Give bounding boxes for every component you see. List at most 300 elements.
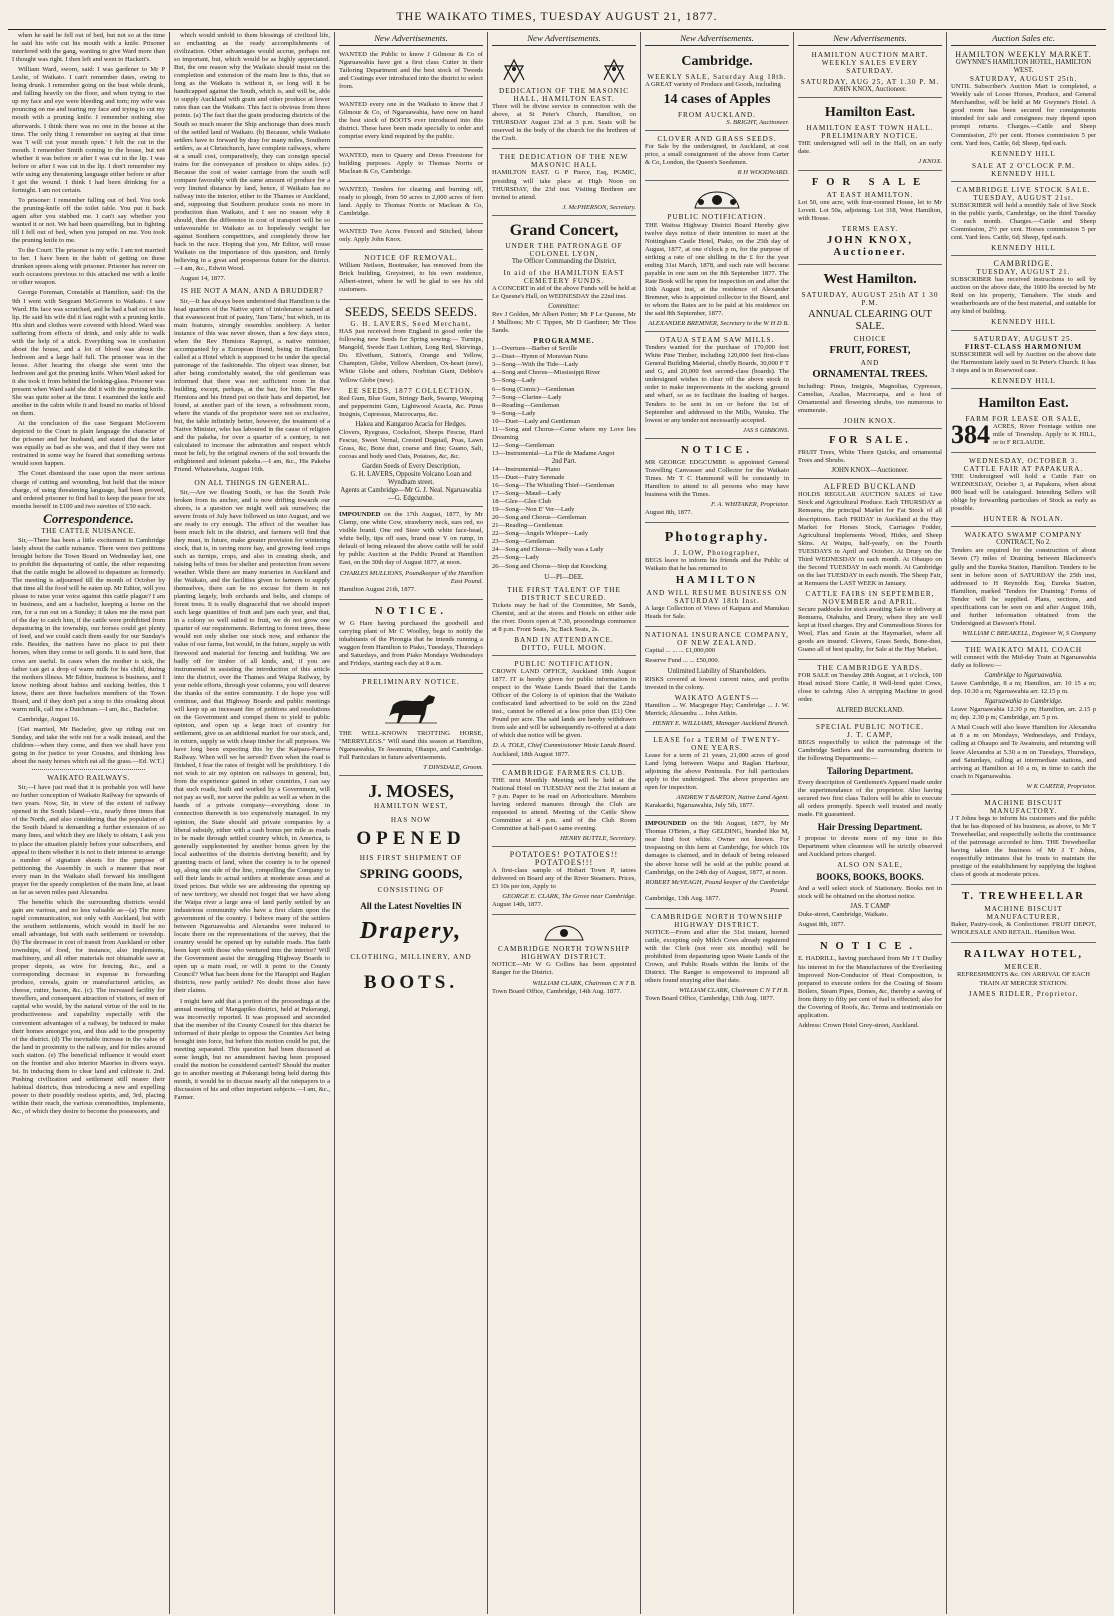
brudder-heading: IS HE NOT A MAN, AND A BRUDDER? xyxy=(180,286,324,296)
programme-item: 22—Song—Angels Whisper—Lady xyxy=(492,530,589,538)
general-heading: ON ALL THINGS IN GENERAL. xyxy=(194,477,310,487)
ad-north-township xyxy=(492,917,636,1000)
ad-line: Duke-street, Cambridge, Waikato. xyxy=(798,911,888,919)
programme-item: 24—Song and Chorus—Nelly was a Lady xyxy=(492,546,604,554)
ad-text: BEGS leave to inform his friends and the Public of Waikato that he has returned to xyxy=(645,557,789,573)
ad-line: WEDNESDAY, OCTOBER 3. xyxy=(968,456,1079,465)
programme-item: 10—Duet—Lady and Gentleman xyxy=(492,417,580,425)
ad-impounded-gelding xyxy=(645,818,789,908)
ad-railway-hotel xyxy=(951,945,1096,1000)
apples-line: 14 cases of Apples xyxy=(663,92,771,108)
ad-title: CAMBRIDGE NORTH TOWNSHIP HIGHWAY DISTRICT. xyxy=(498,945,630,962)
ad-text: HAS just received from England in good order the following new Seeds for Spring sowing:— Turnips, Mangold, Swede East Lothian, Long Red, Skirvings, Do. Elvetham, Sutton's, Orange and Yellow, Champion, Globe, Yellow Aberdeen, Ox-heart (new), White Globe and others, Norbitan Giant, Debbio's Yellow Globe (new). xyxy=(339,328,483,384)
letter-paragraph: Sir,—Are we floating South, or has the South Pole broken from its anchor, and is now drifting towards our shores, is a question we might well ask ourselves; the severe frosts of July have followed us into August, and we are ready to cry enough. The effect of the weather has been much felt in the district, and farmers will find that they must, in future, make greater provision for wintering stock, that is, in raving more hay, and growing feed crops such as turnips, crops, and also in creating sheds, and raising belts of trees for shelter and protection from severe weather. While there are many nurseries in Auckland and the Waikato, and the facilities given to farmers to supply themselves, there can be no excuse for them in not planting largely, both orchards and belts, and clumps of forest trees. It is really disgraceful that we should import such large quantities of fruit and jam each year, and that, in a colony so well suited to fruit, we do not grow one quarter of our requirements. Referring to forest trees, these would not only shelter our stock now, and enhance the value of our farms, but would, in the future, supply us with firewood and material for fencing and building. We are badly off for timber of all kinds, and, if you are instrumental in assisting the introduction of this article into the district, over the Thames and Waipa Railway, by your noble efforts, through your columns, you will deserve the thanks of the entire community. I do hope you will continue, and that Highway Boards and public meetings will keep up an incessant fire of petitions and resolutions on the Government and compel them to yield to public opinion, and open up a large tract of country for settlement, give us an additional market for our stock, and, in return, supply us with cheap timber for all purposes. We have long been expecting this by the Kaipara-Paeroa Railway. When will we be served? Even when the road is finished, I fear the rates of freight will be prohibitory. I do not wish to air my opinion on railways in general, but, from the experience gained in other countries, I can say that such roads, built and worked by a Government, will not pay as well, nor serve the public as well as when in the hands of a private company—everything done in connection therewith is too expensively managed. In my opinion, the State should aid private companies by a liberal subsidy, either with a cash bonus per mile as roads to be made through settled country which, in America, is generally supplemented by another bonus given by the local authorities of the districts deriving benefit; and by granting tracts of land, when the country is to be opened up, along one side of the line, compelling the Company to sell their lands to actual settlers at moderate areas and at fixed prices. But while we are addressing the opening up of new territory, we should not forget that we have along the Waipa river a large area of land partly settled by an industrious community who have a first claim upon the government of the country. I believe many of the settlers between Ngaruawahia and Alexandra were induced to locate there on the representations of the survey, that the country would be opened up by suitable roads. Has faith been kept with those who ventured into the interior? Will the Government assist the struggling Highway Boards to open up a main road, or will it point to the County Council? What has been done for the Harapipi and Raglan districts, now partly settled? No doubt those also have their claims. xyxy=(174,488,330,995)
ad-title: HAMILTON WEEKLY MARKET. xyxy=(955,50,1092,60)
ad-text: BEGS respectfully to solicit the patronage of the Cambridge Settlers and the surrounding districts to the following Departments:— xyxy=(798,738,942,762)
ad-text: Clovers, Ryegrass, Cocksfoot, Sheeps Fescue, Hard Fescue, Sweet Vernal, Crested Dogstail, Poas, Lawn Grass, &c, Bone dust, coarse and fine; Guano, Salt, cocoas and body seed Oats, Potatoes, &c, &c. xyxy=(339,428,483,460)
ad-text: THE Undersigned will hold a Cattle Fair on WEDNESDAY, October 3, at Papakura, when about 800 head will be catalogued. Intending Sellers will oblige by forwarding particulars of Stock as early as possible. xyxy=(951,473,1096,513)
ad-text: HAMILTON EAST. G P Pierce, Esq, PGMIC, presiding will take place at High Noon on THURSDAY, the 23d inst. Visiting Brethren are invited to attend. xyxy=(492,169,636,201)
programme-item: 8—Reading—Gentleman xyxy=(492,401,560,409)
ad-line: The Officer Commanding the District, xyxy=(511,257,617,265)
column-header: New Advertisements. xyxy=(339,32,483,46)
ad-text: Address: Crown Hotel Grey-street, Auckland. xyxy=(798,1021,919,1029)
horse-illustration xyxy=(339,689,483,727)
ad-title: CLOVER AND GRASS SEEDS. xyxy=(657,135,777,144)
ad-text: Including: Pinus, Insignis, Magnolias, Cypresses, Camelias, Azalias, Macrocarpa, and a host of Ornamental and flowering shrubs, too numerous to enumerate. xyxy=(798,382,942,415)
ad-papakura-fair xyxy=(951,455,1096,527)
ad-title: THE WAIKATO MAIL COACH xyxy=(964,645,1083,654)
ad-grand-concert xyxy=(492,218,636,656)
ad-signature: R H WOODWARD. xyxy=(737,169,789,177)
ad-signature: ALEXANDER BREMNER, Secretary to the W H D B. xyxy=(648,320,789,328)
ad-title: Hamilton East. xyxy=(978,395,1069,411)
moses-line: HIS FIRST SHIPMENT OF xyxy=(359,854,463,863)
ad-signature: KENNEDY HILL xyxy=(991,169,1056,178)
ad-line: Unlimited Liability of Shareholders. xyxy=(667,667,767,675)
article-paragraph: William Ward, sworn, said: I was gardener to Mr P Leslie, of Waikato. I can't remember dates, owing to being drunk. I remember going on the bust while drunk, and falling heavily on the floor, and when trying to rise up my face and eye were bleeding and torn; my wife was pouncing on me and tearing my face and trying to cut my mouth with a pruning knife. I remember nothing else afterwards. I think there was no one in the house at the time. The only thing I remember on saying at that time was 'I will cut your mouth open.' I felt the cut in the mouth. I remember Smith coming to the house, but not whether it was before or after I was cut in the lip. I was before or after I was cut in the lip. I don't remember my wife using any threatening language either before or after I got the wound. I think I had been drinking for a fortnight. I am not certain. xyxy=(12,66,165,194)
ad-text: FRUIT Trees, White Thorn Quicks, and ornamental Trees and Shrubs. xyxy=(798,449,942,465)
ad-subtitle: J. LOW, Photographer, xyxy=(673,549,761,558)
programme-item: 14—Instrumental—Piano xyxy=(492,465,561,473)
programme-item: 15—Duet—Fairy Serenade xyxy=(492,474,565,482)
programme-item: 19—Song—Non E' Ver—Lady xyxy=(492,506,575,514)
ad-line: AND WILL RESUME BUSINESS ON xyxy=(646,589,788,598)
ad-text: WANTED the Public to know J Gilmour & Co of Ngaruawahia have got a first class Cutter in their Tailoring Department and the best stock of Tweeds and Coatings ever introduced into the district to select from. xyxy=(339,51,483,91)
ad-line: SATURDAY, AUGUST 25. xyxy=(973,334,1074,343)
ad-subtitle: CONTRACT, No 2. xyxy=(996,539,1051,547)
programme-item: 11—Song and Chorus—Come where my Love lies Dreaming xyxy=(492,425,636,441)
ad-text: A GREAT variety of Produce and Goods, including xyxy=(645,81,781,89)
ad-subtitle: G. H. LAVERS, Seed Merchant, xyxy=(350,320,472,329)
ad-date: Hamilton August 21th, 1877. xyxy=(339,585,416,593)
ad-text: William Neilson, Bootmaker, has removed from the Brick building, Greystreet, to his own residence, Albert-street, where he will be glad to see his old customers. xyxy=(339,261,483,294)
ad-text: THE undersigned will sell in the Hall, on an early date. xyxy=(798,140,942,156)
ad-line: Hakea and Kangaroo Acacia for Hedges. xyxy=(355,420,467,428)
ad-signature: HUNTER & NOLAN. xyxy=(983,515,1064,524)
ad-date: August 8th, 1877. xyxy=(645,508,693,516)
ad-text: W G Hare having purchased the goodwill and carrying plant of Mr C Woolley, begs to notify the inhabitants of the Pirongia that he intends running a waggon from Hamilton to Piako, Tuesdays, Thursdays and Saturdays, and from Piako Mondays Wednesdays and Fridays, starting each day at 8 a.m. xyxy=(339,619,483,667)
ad-line: WEEKLY SALES EVERY SATURDAY. xyxy=(821,59,919,76)
programme-item: 7—Song—Clarine—Lady xyxy=(492,393,562,401)
ad-subtitle: WAIKATO AGENTS— xyxy=(674,693,760,702)
ad-text: And a well select stock of Stationary. Books not in stock will be obtained on the shortest notice. xyxy=(798,885,942,901)
ad-text: Lot 50, one acre, with four-roomed House, let to Mr Lovett. Lot 50a, adjoining. Lot 318, West Hamilton, with House. xyxy=(798,198,942,222)
programme-item: 16—Song—The Whistling Thief—Gentleman xyxy=(492,482,615,490)
ad-subtitle: EE SEEDS, 1877 COLLECTION. xyxy=(348,386,474,395)
moses-line: HAS NOW xyxy=(390,816,432,825)
ad-signature: GEORGE E. CLARK, The Grove near Cambridge. xyxy=(502,893,636,901)
programme-item: 2—Duet—Hymn of Moravian Nuns xyxy=(492,353,588,361)
ad-text: THE Waitoa Highway District Board Hereby give twelve days notice of their intention to meet at the Nottingham Castle Hotel, Piako, on the 25th day of August, 1877, at one o'clock p m, for the purpose of striking a rate of one shilling in the £ for the year ending 31st March, 1878, and such rate will become payable in one sum on the 8th September 1877. The Rate Book will be open for inspection on and after the 10th August inst, at the residence of Alexander Bremner, who is appointed collector to the Board, and to whom the Rates are to be paid at his residence on the said 8th September, 1877. xyxy=(645,221,789,318)
ad-title: NOTICE OF REMOVAL. xyxy=(364,253,458,262)
ad-line: AT EAST HAMILTON. xyxy=(826,190,914,199)
ad-moses xyxy=(339,778,483,1001)
ad-subtitle: FARM FOR LEASE OR SALE, xyxy=(965,414,1082,423)
ad-signature: JOHN KNOX, Auctioneer. xyxy=(833,86,907,94)
ad-line: SATURDAY, AUGUST 25th AT 1 30 P.M. xyxy=(801,290,939,307)
programme-item: 5—Song—Lady xyxy=(492,377,536,385)
ad-text: FOR SALE on Tuesday 28th August, at 1 o'clock, 100 Head mixed Store Cattle, 8 Well-bred quiet Cows, close to calving. Also A stripping Machine in good order. xyxy=(798,672,942,704)
ad-live-stock xyxy=(951,184,1096,256)
ad-line: ANNUAL CLEARING OUT SALE. xyxy=(808,308,932,332)
ad-clover xyxy=(645,133,789,181)
ad-line: ORNAMENTAL TREES. xyxy=(812,368,928,380)
ad-text: UNTIL Subscriber's Auction Mart is completed, a Weekly sale of Loose Horses, Produce, and General Merchandise, will be held at Mr Gwynne's Hotel. A good room has been secured for consignments intended for sale and consignees may depend upon prompt returns. Charges.—Cattle and Sheep Commission, 2½ per cent. Horses commission 5 per cent. Yard fees, Cattle, 6d; Sheep, 6pd each. xyxy=(951,83,1096,147)
ad-date: Auckland, 18th August 1877. xyxy=(492,750,570,758)
ad-signature: HENRY E. WILLIAMS, Manager Auckland Branch. xyxy=(652,719,789,727)
ad-trewheellar xyxy=(951,887,1096,943)
ad-line: UNDER THE PATRONAGE OF COLONEL LYON, xyxy=(505,241,623,258)
ad-line: THE FIRST TALENT OF THE DISTRICT SECURED. xyxy=(507,585,621,602)
ad-title: WAIKATO SWAMP COMPANY xyxy=(964,531,1083,540)
programme-item: 26—Song and Chorus—Stop dat Knocking xyxy=(492,562,607,570)
programme-item: 20—Song and Chorus—Gentleman xyxy=(492,514,587,522)
ad-text: THE WELL-KNOWN TROTTING HORSE, "MERRYLEGS." Will stand this season at Hamilton, Ngaruawahia, Te Awamutu, Ohaupo, and Cambridge. Full Particulars in future advertisements. xyxy=(339,730,483,762)
ad-text: REFRESHMENTS &c. ON ARRIVAL OF EACH TRAIN AT MERCER STATION. xyxy=(957,971,1090,987)
ad-subtitle: MERCER. xyxy=(1004,963,1043,972)
ad-line: SATURDAY, AUGUST 25th. xyxy=(969,75,1078,84)
ad-title: ALFRED BUCKLAND xyxy=(823,482,917,492)
ad-seeds xyxy=(339,302,483,507)
ad-for-sale-east xyxy=(798,173,942,265)
ad-line: TUESDAY, AUGUST 21st. xyxy=(973,193,1074,202)
programme-item: 13—Instrumental—La File de Madame Angot xyxy=(492,449,615,457)
ad-line: SATURDAY, AUG 25, AT 1.30 P. M. xyxy=(800,78,940,87)
ad-biscuit-factory xyxy=(951,797,1096,885)
ad-line: BOOKS, BOOKS, BOOKS. xyxy=(816,872,924,883)
ad-text: MR GEORGE EDGCUMBE is appointed General Travelling Canvasser and Collector for the Waikato Times. Mr T C Hammond will be constantly in Hamilton to attend to all persons who may have business with the Times. xyxy=(645,458,789,498)
letter-paragraph: which would unfold to them blessings of civilized life, so enchanting as the ready accomplishments of civilization. Other advantages would accrue, perhaps not so important, but, which would be as highly appreciated. But, the one reason why the Waikato should insist on the completion and extension of the main line is this, that so long as the Waikato is without it, so long will it be handicapped against the South, which is, and will be, able to supply Auckland with grain and other produce at lower rates than can the Waikato. This fact is obvious from three points. (a) The fact that the grain producing districts of the South so much nearer the Ship anchorage than does much of the settled land of Waikato. (b) Because, while Waikato settlers have to forward by dray for many miles, Southern settlers, as at Christchurch, have complete railways, where at a small cost, comparatively, they can consign special trains for the conveyance of produce to ships sides. (c) Because the cost of water carriage from the south will compare favorably with the same amount of produce for a very limited distance by land, hence, if Waikato has no railway into the interior, either to the Thames or Auckland, and, supposing that Southern produce costs no more in production than Waikato, and I see no reason why it should, then the difference in cost of transport will be so unfavourable to Waikato as to hopelessly weight her against Southern competitors, and completely throw her back in the race. Hoping that you, Mr Editor, will rouse Waikato on the importance of this question, and firmly believing in a great and prosperous future for the district.—I am, &c., Edwin Wood. xyxy=(174,32,330,273)
ad-farmers-club xyxy=(492,767,636,847)
letter-paragraph: Sir,—I have just read that it is probable you will have no further conception of Waikato Railway for upwards of two years. Now, Sir, in view of the extent of railway opened in the South Island—viz., nearly three times that of the North, and also considering that the population of the South Island is demanding a further extension of so many lines, and which they are likely to obtain, I ask you to place the situation plainly before your subscribers, and appeal to them whether it is not to their interest to arrange a number of signature sheets for the purpose of petitioning the Assembly in such a manner that near every man in the Waikato shall forward his intelligent prayer for the speedy completion of the main line, at least as far as seven miles past Alexandra. xyxy=(12,784,165,896)
column-1 xyxy=(8,32,170,1614)
ad-signature: KENNEDY HILL xyxy=(991,376,1056,385)
ad-west-hamilton xyxy=(798,267,942,429)
ad-text: A first-class sample of Hobart Town P, tatoes delivered on Board any of the River Steamers. Prices, £3 10s per ton, Apply to xyxy=(492,867,636,891)
article-paragraph: George Foreman, Constable at Hamilton, said: On the 9th I went with Sergeant McGovern to Waikato. I saw Ward. His face was scratched, and he had a bad cut on his lip. He said his wife did it last night with a pruning knife. His shirt and clothes were covered with blood. Ward was suffering from effects of drink, and only able to walk with the help of a stick. Everything was in confusion about the house, and a lot of blood was about the bedroom and a large half full. The prisoner was in the house. After hearing the charge she went into the bedroom and got the pruning knife. When Ward asked for it she took it from behind the looking-glass. Prisoner was present when Ward said she did it with the pruning knife. She was quite sober at the time. I examined the knife and another in the cabin while it and found no marks of blood on them. xyxy=(12,289,165,418)
ad-line: CHOICE xyxy=(853,334,887,343)
ad-title: NATIONAL INSURANCE COMPANY, OF NEW ZEALAND. xyxy=(645,631,789,648)
ad-text: Every description of Gentlemen's Apparel made under the superintendance of the proprietor. Also having secured two first class Tailors will be able to execute all orders promptly. Speech well trusted and neatly made. Fit guaranteed. xyxy=(798,778,942,818)
ad-clearing-tenders xyxy=(339,184,483,224)
article-paragraph: when he said he fell out of bed, but not so at the time he said his wife cut his mouth with a knife. Prisoner interfered with the gang, wanting to give Ward more than I thought was right. I then left and went to Hackett's. xyxy=(12,32,165,64)
ad-title: POTATOES!!! xyxy=(534,858,594,868)
ad-text: Tenders wanted for the purchase of 170,000 feet White Pine Timber, including 120,000 feet first-class General Building Material, chiefly Boards, 30,000 F T and G, and 20,000 feet second-class (boards). The undersigned wishes to clear off the above stock in order to make improvements in the stacking ground and wharf, so as to facilitate the loading of barges. Tenders to be sent in on or before the 1st of September and addressed to the Mills, Waiuku. The lowest or any tender not necessarily accepted. xyxy=(645,344,789,424)
ad-text: CROWN LAND OFFICE, Auckland 18th August 1877. IT is hereby given for public information in respect to the Waste Lands Board that the Lands Officer of the Colony is of opinion that the Waikato confiscated land advertised to be sold on the 22nd inst., cannot be offered at a less price than (£1) One Pound per acre. The said lands are hereby withdrawn from sale and will be subsequently re-offered at a date of which due notice will be given. xyxy=(492,668,636,740)
programme-item: 18—Glee—Glee Club xyxy=(492,498,552,506)
ad-title: CAMBRIDGE NORTH TOWNSHIP HIGHWAY DISTRICT. xyxy=(651,912,783,929)
ad-line: In aid of the HAMILTON EAST CEMETERY FUNDS. xyxy=(503,268,625,285)
programme-item: 4—Song and Chorus—Mississippi River xyxy=(492,369,601,377)
ad-subtitle: Ngaruawahia to Cambridge. xyxy=(984,698,1063,706)
ad-text: RISKS covered at lowest current rates, and profits invested in the colony. xyxy=(645,675,789,691)
ad-text: Hamilton ... W. Macgregor Hay; Cambridge ... J. W. Merrick; Alexandra ... John Aitkin. xyxy=(645,701,789,717)
ad-signature: ANDREW T BARTON, Native Land Agent. xyxy=(676,794,789,802)
ad-text: Baker, Pastry-cook, & Confectioner. FRUIT DEPOT, WHOLESALE AND RETAIL. Hamilton West. xyxy=(951,921,1096,937)
ad-potatoes xyxy=(492,849,636,915)
column-header: Auction Sales etc. xyxy=(951,32,1096,46)
ad-text: Reserve Fund ... ... £50,000. xyxy=(645,657,720,665)
ad-line: TERMS EASY. xyxy=(841,224,899,233)
column-header: New Advertisements. xyxy=(492,32,636,46)
ad-text: SUBSCRIBER will sell by Auction on the above date the Harmonium lately used in St Peter's Church. It has 3 steps and is in Rosewood case. xyxy=(951,350,1096,374)
ad-signature: WILLIAM CLARK, Chairman C N T B. xyxy=(532,979,636,987)
ad-title: PUBLIC NOTIFICATION. xyxy=(514,660,614,668)
ad-date: Town Board Office, Cambridge, 13th Aug. 1877. xyxy=(645,995,775,1003)
ad-line: Committee: xyxy=(548,303,580,311)
column-5 xyxy=(641,32,794,1614)
ad-mail-coach xyxy=(951,644,1096,795)
ad-text: WANTED, men to Quarry and Dress Freestone for building purposes. Apply to Thomas Norris or Maclean & Co, Cambridge. xyxy=(339,151,483,175)
ad-signature: T DINSDALE, Groom. xyxy=(423,764,483,772)
programme-item: 1—Overture—Barber of Seville xyxy=(492,345,577,353)
ad-title: T. TREWHEELLAR xyxy=(962,891,1085,903)
ad-buckland xyxy=(798,481,942,660)
ad-date: Karakariki, Ngaruawahia, July 5th, 1877. xyxy=(645,802,755,810)
ad-title: RAILWAY HOTEL, xyxy=(963,949,1084,961)
ad-hamilton-east-hall xyxy=(798,100,942,170)
ad-title: LEASE for a TERM of TWENTY-ONE YEARS. xyxy=(653,735,781,752)
ad-cambridge-sale xyxy=(645,49,789,131)
ad-signature: D. A. TOLE, Chief Commissioner Waste Lands Board. xyxy=(492,742,636,750)
ad-signature: W K CARTER, Proprietor. xyxy=(1026,782,1096,790)
ad-swamp-company xyxy=(951,529,1096,642)
ad-title: IMPOUNDED xyxy=(645,820,687,828)
ad-cambridge-yards xyxy=(798,662,942,718)
ad-gilmour-boots xyxy=(339,99,483,147)
ad-subtitle: Tailoring Department. xyxy=(826,765,914,776)
ad-line: HAMILTON xyxy=(675,575,759,587)
ad-signature: CHARLES MULLIONS, Poundkeeper of the Hamilton East Pound. xyxy=(339,569,483,585)
ad-title: DEDICATION OF THE MASONIC HALL, HAMILTON EAST. xyxy=(498,87,630,104)
ad-text: Tenders are required for the construction of about Seven (7) miles of Draining between Blackmore's gully and the Eureka Station, Hamilton. Tenders to be sent in before noon of SATURDAY the 25th inst, addressed to H Reynolds Esq, Eureka Station, Hamilton, marked 'Tenders for Draining.' Forms of Tender will be supplied. Plans, sections, and specifications can be seen on and after August 16th, and further information obtained from the Undersigned at Dawson's Hotel. xyxy=(951,547,1096,627)
ad-farm-lease xyxy=(951,391,1096,453)
ad-signature: KENNEDY HILL xyxy=(991,149,1056,158)
article-paragraph: To prisoner: I remember falling out of bed. You took the pruning-knife off the toilet table. You put it back again after you stabbed me. I can't say whether you wanted it or not. We had been quarrelling, but in fighting till I fell out of bed, when you jumped on me. You took the pruning knife to me. xyxy=(12,196,165,245)
article-paragraph: The Court dismissed the case upon the more serious charge of cutting and wounding, but held that the minor charge, of using threatening language, had been proved, and ordered prisoner to find bail to keep the peace for six months herself in £100 and two sureties of £50 each. xyxy=(12,470,165,510)
ad-signature: JAMES RIDLER, Proprietor. xyxy=(968,989,1079,998)
ad-title: IMPOUNDED xyxy=(339,511,381,519)
programme-item: 6—Song (Comic)—Gentleman xyxy=(492,385,575,393)
ad-signature: J KNOX. xyxy=(918,158,942,166)
correspondence-heading: Correspondence. xyxy=(43,510,134,526)
programme-list xyxy=(492,345,636,458)
masonic-emblems-icon xyxy=(492,54,636,84)
ad-subtitle: J. T. CAMP, xyxy=(846,730,894,739)
letter-paragraph: [Get married, Mr Bachelor, give up riding out on Sunday, and take the wife out for a walk instead, and the children—when they come, and then we shall have you going in for justice to your Cousins, and thinking less about the nasty horses which eat all the grass.—Ed. W.T.] xyxy=(12,725,165,766)
ad-signature: JAS S GIBBONS. xyxy=(743,426,789,434)
cattle-nuisance-heading: THE CATTLE NUISANCE. xyxy=(41,525,136,535)
ad-title: West Hamilton. xyxy=(823,271,917,287)
ad-waitoa-notification xyxy=(645,183,789,332)
ad-text: WANTED Two Acres Fenced and Stitched, labour only. Apply John Knox. xyxy=(339,227,483,243)
ad-title: Hamilton East. xyxy=(824,105,916,121)
ad-text: Red Gum, Blue Gum, Stringy Bark, Swamp, Weeping and peppermint Gum, Lightwood Acacia, &c. Pinus Insignis, Cupressus, Macrocarpa, &c. xyxy=(339,394,483,418)
ad-north-cattle xyxy=(645,911,789,1009)
ad-photography xyxy=(645,525,789,627)
ad-signature: JOHN KNOX, Auctioneer. xyxy=(827,234,913,258)
moses-place: HAMILTON WEST, xyxy=(373,802,449,811)
ad-line: 2nd Part. xyxy=(551,457,577,465)
ad-line: TUESDAY, AUGUST 21. xyxy=(976,268,1071,277)
ad-title: PUBLIC NOTIFICATION. xyxy=(667,213,767,222)
ad-subtitle: GWYNNE'S HAMILTON HOTEL, HAMILTON WEST. xyxy=(955,59,1092,75)
ad-date: August 8th, 1877. xyxy=(798,921,846,929)
ad-signature: F. A. WHITAKER, Proprietor. xyxy=(711,500,789,508)
ad-line: AND xyxy=(860,358,880,367)
ad-line: U—PI—DEE. xyxy=(544,573,584,581)
ad-title: NOTICE. xyxy=(374,605,448,617)
ad-line: Agents at Cambridge—Mr G. J. Neal. Ngaruawahia—G. Edgcumbe. xyxy=(340,487,482,503)
ad-text: For Sale by the undersigned, in Auckland, at cost price, a small consignment of the above from Carter & Co, London, the Queen's Seedsmen. xyxy=(645,143,789,167)
ad-line: HAMILTON EAST TOWN HALL. xyxy=(806,124,934,133)
ad-text: Tickets may be had of the Committee, Mr Sands, Chemist, and at the stores and Hotels on either side the river. Doors open at 7.30, proceedings commence at 8 p.m. Front Seats, 3s; Back Seats, 2s. xyxy=(492,601,636,633)
column-6 xyxy=(794,32,947,1614)
ad-signature: JOHN KNOX—Auctioneer. xyxy=(831,467,909,475)
ad-lease xyxy=(645,734,789,816)
letter-paragraph: August 14, 1877. xyxy=(180,275,226,283)
ad-text: A CONCERT in aid of the above Funds will be held at Le Quesne's Hall, on WEDNESDAY the 22nd inst. xyxy=(492,284,636,300)
ad-text: NOTICE—Mr W G Collins has been appointed Ranger for the District. xyxy=(492,961,636,977)
ad-title: PRELIMINARY NOTICE. xyxy=(362,677,460,686)
column-2 xyxy=(170,32,335,1614)
ad-title: CATTLE FAIR AT PAPAKURA. xyxy=(963,465,1084,474)
programme-item: 12—Song—Gentleman xyxy=(492,441,555,449)
ad-title: MACHINE BISCUIT MANUFACTORY. xyxy=(984,798,1063,815)
ad-text: E. HADRILL, having purchased from Mr J T Dudley his interest in for the Manufactures of the Everlasting Improved Non-Conductor of Heat Composition, is prepared to execute orders for the Coating of Steam Boilers, Steam Pipes, Domes, &c, thereby a saving of from thirty to fifty per cent of fuel is effected; also for the Covering of Roofs, &c. Terms and testimonials on application. xyxy=(798,955,942,1019)
concert-title: Grand Concert, xyxy=(509,221,619,239)
ad-auction-mart xyxy=(798,49,942,98)
ad-title: HAMILTON AUCTION MART. xyxy=(811,51,929,60)
ad-subtitle: Cambridge to Ngaruawahia. xyxy=(984,672,1063,680)
ad-text: HOLDS REGULAR AUCTION SALES of Live Stock and Agricultural Produce. Each THURSDAY at Remuera, the principal Market for Fat Stock of all descriptions. Each FRIDAY in Auckland at the Hay Market for Horses Stock, Carriages Fodder, Agricultural Implements Wood, Hides, and Sheep Skins. At Waipu, half-yearly, on the Fourth TUESDAYS in April and October. At Drury on the Third WEDNESDAY in each month. At Ohaupo on the Second TUESDAY in each month. At Cambridge on the last TUESDAY in each month. The Sheep Fair, at Remuera the LAST WEEK in January. xyxy=(798,491,942,587)
coat-of-arms-icon xyxy=(645,188,789,210)
programme-list-2 xyxy=(492,466,636,571)
ad-signature: HENRY BUTTLE, Secretary. xyxy=(560,834,636,842)
ad-text: WANTED every one in the Waikato to know that J Gilmour & Co, of Ngaruawahia, have now on hand the best stock of BOOTS ever introduced into this district. These have been made specially to order and comprise every kind required by the public. xyxy=(339,101,483,141)
ad-signature: ROBERT McVEAGH, Pound keeper of the Cambridge Pound. xyxy=(645,878,789,894)
column-4 xyxy=(488,32,641,1614)
ad-masonic-hall xyxy=(492,151,636,215)
ad-text: Leave Ngaruawahia 12.30 p m; Hamilton, arr. 2.15 p m; dep. 2.30 p m; Cambridge, arr. 5 p m. xyxy=(951,706,1096,722)
ad-merrylegs xyxy=(339,676,483,776)
ad-line: DITTO, FULL MOON. xyxy=(521,643,607,652)
ad-text: will connect with the Mid-day Train at Ngaruawahia daily as follows:— xyxy=(951,654,1096,670)
ad-notice-hadrill xyxy=(798,937,942,1034)
ad-national-insurance xyxy=(645,629,789,732)
ad-text: Lease for a term of 21 years, 21,000 acres of good Land lying between Waipa and Raglan Harbour, adjoining the above Peninsula. For full particulars apply to the undersigned. The above properties are open for inspection. xyxy=(645,751,789,792)
ad-title: POTATOES! POTATOES!! xyxy=(509,849,619,859)
moses-line: All the Latest Novelties IN xyxy=(360,901,462,912)
ad-line: SATURDAY 18th Inst. xyxy=(674,597,760,606)
ad-signature: J. McPHERSON, Secretary. xyxy=(562,203,636,211)
ad-masonic-dedication xyxy=(492,49,636,149)
ad-title: Photography. xyxy=(664,530,770,546)
ad-removal xyxy=(339,252,483,300)
ad-text: WANTED, Tenders for clearing and burning off, ready to plough, from 50 acres to 2,000 acres of fern land. Apply to Thomas Norris or Maclean & Co, Cambridge. xyxy=(339,185,483,217)
ad-title: SPECIAL PUBLIC NOTICE. xyxy=(815,722,925,731)
ad-title: CAMBRIDGE. xyxy=(993,259,1054,269)
coat-of-arms-icon xyxy=(492,922,636,942)
ad-text: SUBSCRIBER has received instructions to sell by auction on the above date, the 1600 lbs erected by Mr Reid on his property, Tamahere. The studs and weatherboards are of the best material, and suitable for any kind of building. xyxy=(951,276,1096,316)
ad-quarry xyxy=(339,150,483,182)
ad-signature: JOHN KNOX. xyxy=(843,417,897,426)
ad-title: THE DEDICATION OF THE NEW MASONIC HALL xyxy=(499,153,629,170)
ad-title: SEEDS, SEEDS SEEDS. xyxy=(344,304,478,320)
ad-gilmour-tailor xyxy=(339,49,483,97)
programme-item: 23—Song—Gentleman xyxy=(492,538,555,546)
ad-text: Secure paddocks for stock awaiting Sale or delivery at Remuera, Otahuhu, and Drury, where they are well kept at fixed charges. Dry and Commodious Stores for Wool, Flax and Grain at the Haymarket, where all goods are insured. Clovers, Grass Seeds, Bone-dust, Guano all of best quality, for Sale at the Hay Market. xyxy=(798,606,942,654)
ad-text: A large Collection of Views of Kaipara and Manukau Heads for Sale. xyxy=(645,605,789,621)
ad-weekly-market xyxy=(951,49,1096,182)
ad-signature: WILLIAM C BREAKELL, Engineer W, S Company xyxy=(962,629,1096,637)
ad-notice-hare xyxy=(339,602,483,674)
moses-line: CONSISTING OF xyxy=(377,886,445,895)
ad-line: PRELIMINARY NOTICE. xyxy=(821,132,919,141)
ad-subtitle: Hair Dressing Department. xyxy=(817,822,923,833)
ad-title: Cambridge. xyxy=(681,54,753,70)
moses-drapery: Drapery, xyxy=(359,918,463,945)
waikato-railways-heading: WAIKATO RAILWAYS. xyxy=(47,773,130,783)
ad-title: NOTICE. xyxy=(819,941,921,953)
ad-text: SUBSCRIBER will hold a monthly Sale of live Stock in the public yards, Cambridge, on the third Tuesday in each month. Charges.—Cattle and Sheep Commission, 2½ per cent. Horses commission 5 per cent. Yard fees. Cattle, 6d; Sheep, 6pd each. xyxy=(951,201,1096,242)
ad-date: Town Board Office, Cambridge, 14th Aug. 1877. xyxy=(492,987,622,995)
ad-special-notice xyxy=(798,721,942,936)
ad-text: I propose to devote more of my time to this Department when cleanness will be strictly observed and Auckland prices charged. xyxy=(798,835,942,859)
ad-date: Cambridge, 13th Aug. 1877. xyxy=(645,894,721,902)
moses-opened: OPENED xyxy=(356,828,466,850)
moses-spring: SPRING GOODS, xyxy=(359,866,463,882)
ad-impounded xyxy=(339,509,483,599)
ad-subtitle: CATTLE FAIRS IN SEPTEMBER, NOVEMBER and APRIL. xyxy=(805,589,935,606)
ad-title: OTAUA STEAM SAW MILLS. xyxy=(659,336,775,345)
ad-line: ALSO ON SALE, xyxy=(837,861,903,870)
programme-item: 9—Song—Lady xyxy=(492,409,536,417)
programme-item: 3—Song—With the Tide—Lady xyxy=(492,361,579,369)
ad-line: G. H. LAVERS, Opposite Volcano Loan and Wyndham street. xyxy=(350,471,472,487)
ad-for-sale-trees xyxy=(798,431,942,479)
ad-text: NOTICE—From and after the 31st instant, horned cattle, excepting only Milch Cows already registered with the Clerk (not over six months) will be prohibited from depasturing upon Waste Lands of the Crown, and Public Roads within the limits of the District. The Ranger is empowered to impound all others found straying after that date. xyxy=(645,928,789,985)
ad-title: NOTICE. xyxy=(680,444,754,456)
ad-text: Rev J Golden, Mr Albert Potter; Mr P Le Quesne, Mr J Mullions; Mr C Tippen, Mr D Gardiner; Mr Thos Sands. xyxy=(492,311,636,335)
ad-signature: ALFRED BUCKLAND. xyxy=(836,706,904,714)
masthead xyxy=(8,4,1106,30)
letter-paragraph: Cambridge, August 16. xyxy=(18,715,80,723)
ad-line: FRUIT, FOREST, xyxy=(829,344,911,356)
ad-title: FOR SALE xyxy=(811,176,929,188)
programme-item: 21—Reading—Gentleman xyxy=(492,522,563,530)
ad-text: There will be divine service in connection with the above, at St Peter's Church, Hamilton, on THURSDAY August 23d at 3 p.m. Seats will be reserved in the body of the church for the brethren of the Craft. xyxy=(492,103,636,143)
ad-text: ACRES, River Frontage within one mile of Township. Apply to K HILL, or to F RCLAUDE. xyxy=(993,422,1096,446)
ad-text: THE next Monthly Meeting will be held at the National Hotel on TUESDAY next the 21st instant at 7 p.m. Paper to be read on Arboriculture. Members having ordered manures through the Club are requested to attend. Meeting of the Cattle Show Committee at 4 p.m. and of the Club Room Committee at half-past 6 same evening. xyxy=(492,776,636,832)
ad-harmonium xyxy=(951,333,1096,389)
ad-line: BAND IN ATTENDANCE. xyxy=(514,635,614,644)
moses-line: CLOTHING, MILLINERY, AND xyxy=(350,953,472,962)
ad-text: on the 9th August, 1877, by Mr Thomas O'Brien, a Bay GELDING, branded like M, near hind foot white. Owner not known. For trespassing on this farm at Cambridge, for which 10s damages is claimed, and in default of being released the above horse will be sold at the public pound at Cambridge, on the 24th day of August, 1877, at noon. xyxy=(645,820,789,876)
column-7 xyxy=(947,32,1100,1614)
ad-title: THE CAMBRIDGE YARDS. xyxy=(817,664,923,673)
ad-cambridge-auction xyxy=(951,258,1096,330)
ad-title: FOR SALE. xyxy=(829,435,911,447)
ad-line: FROM AUCKLAND. xyxy=(678,111,756,120)
column-header: New Advertisements. xyxy=(645,32,789,46)
ad-title: CAMBRIDGE FARMERS CLUB. xyxy=(502,768,626,777)
ad-text: Leave Cambridge, 8 a m; Hamilton, arr. 10 15 a m; dep. 10.30 a m; Ngaruawahia arr. 12.15 p m. xyxy=(951,680,1096,696)
ad-date: August 14th, 1877. xyxy=(492,901,543,909)
ad-notice-edgcumbe xyxy=(645,441,789,523)
moses-boots: BOOTS. xyxy=(363,972,459,994)
letter-paragraph: Sir,—There has been a little excitement in Cambridge lately about the cattle nuisance. There were two petitions brought before the Town Board on Wednesday last, one to prohibit the depasturing of cattle, the other requesting that the cattle might be allowed to depasture as formerly. The meeting is adjourned till the month of October by that time all the food will be eaten up. Mr Editor, will you please to raise your voice against this cattle plague? I am in business, and am a bachelor, keeping a horse on the run, for a run out on a Sunday; it takes me the most part of the day to catch him, if the cattle were prohibited from depasturing in the township, our horses could get plenty of feed, and we could catch them easily for our Sunday's ride. Besides, the natives have no place to put their horses, when they come to sell goods. It is said here, that cows are useful. In cases when the mother is sick, the father can get a drop of warm milk for his child, during the mothers illness. Mr Editor, business is business, and I know nothing about babies and sucking bottles, this I know, there are three bachelors members of the Town Board, and if they don't put a stop to this croaking about warm milk, call me a Dutchman.—I am, &c., Bachelor. xyxy=(12,536,165,713)
